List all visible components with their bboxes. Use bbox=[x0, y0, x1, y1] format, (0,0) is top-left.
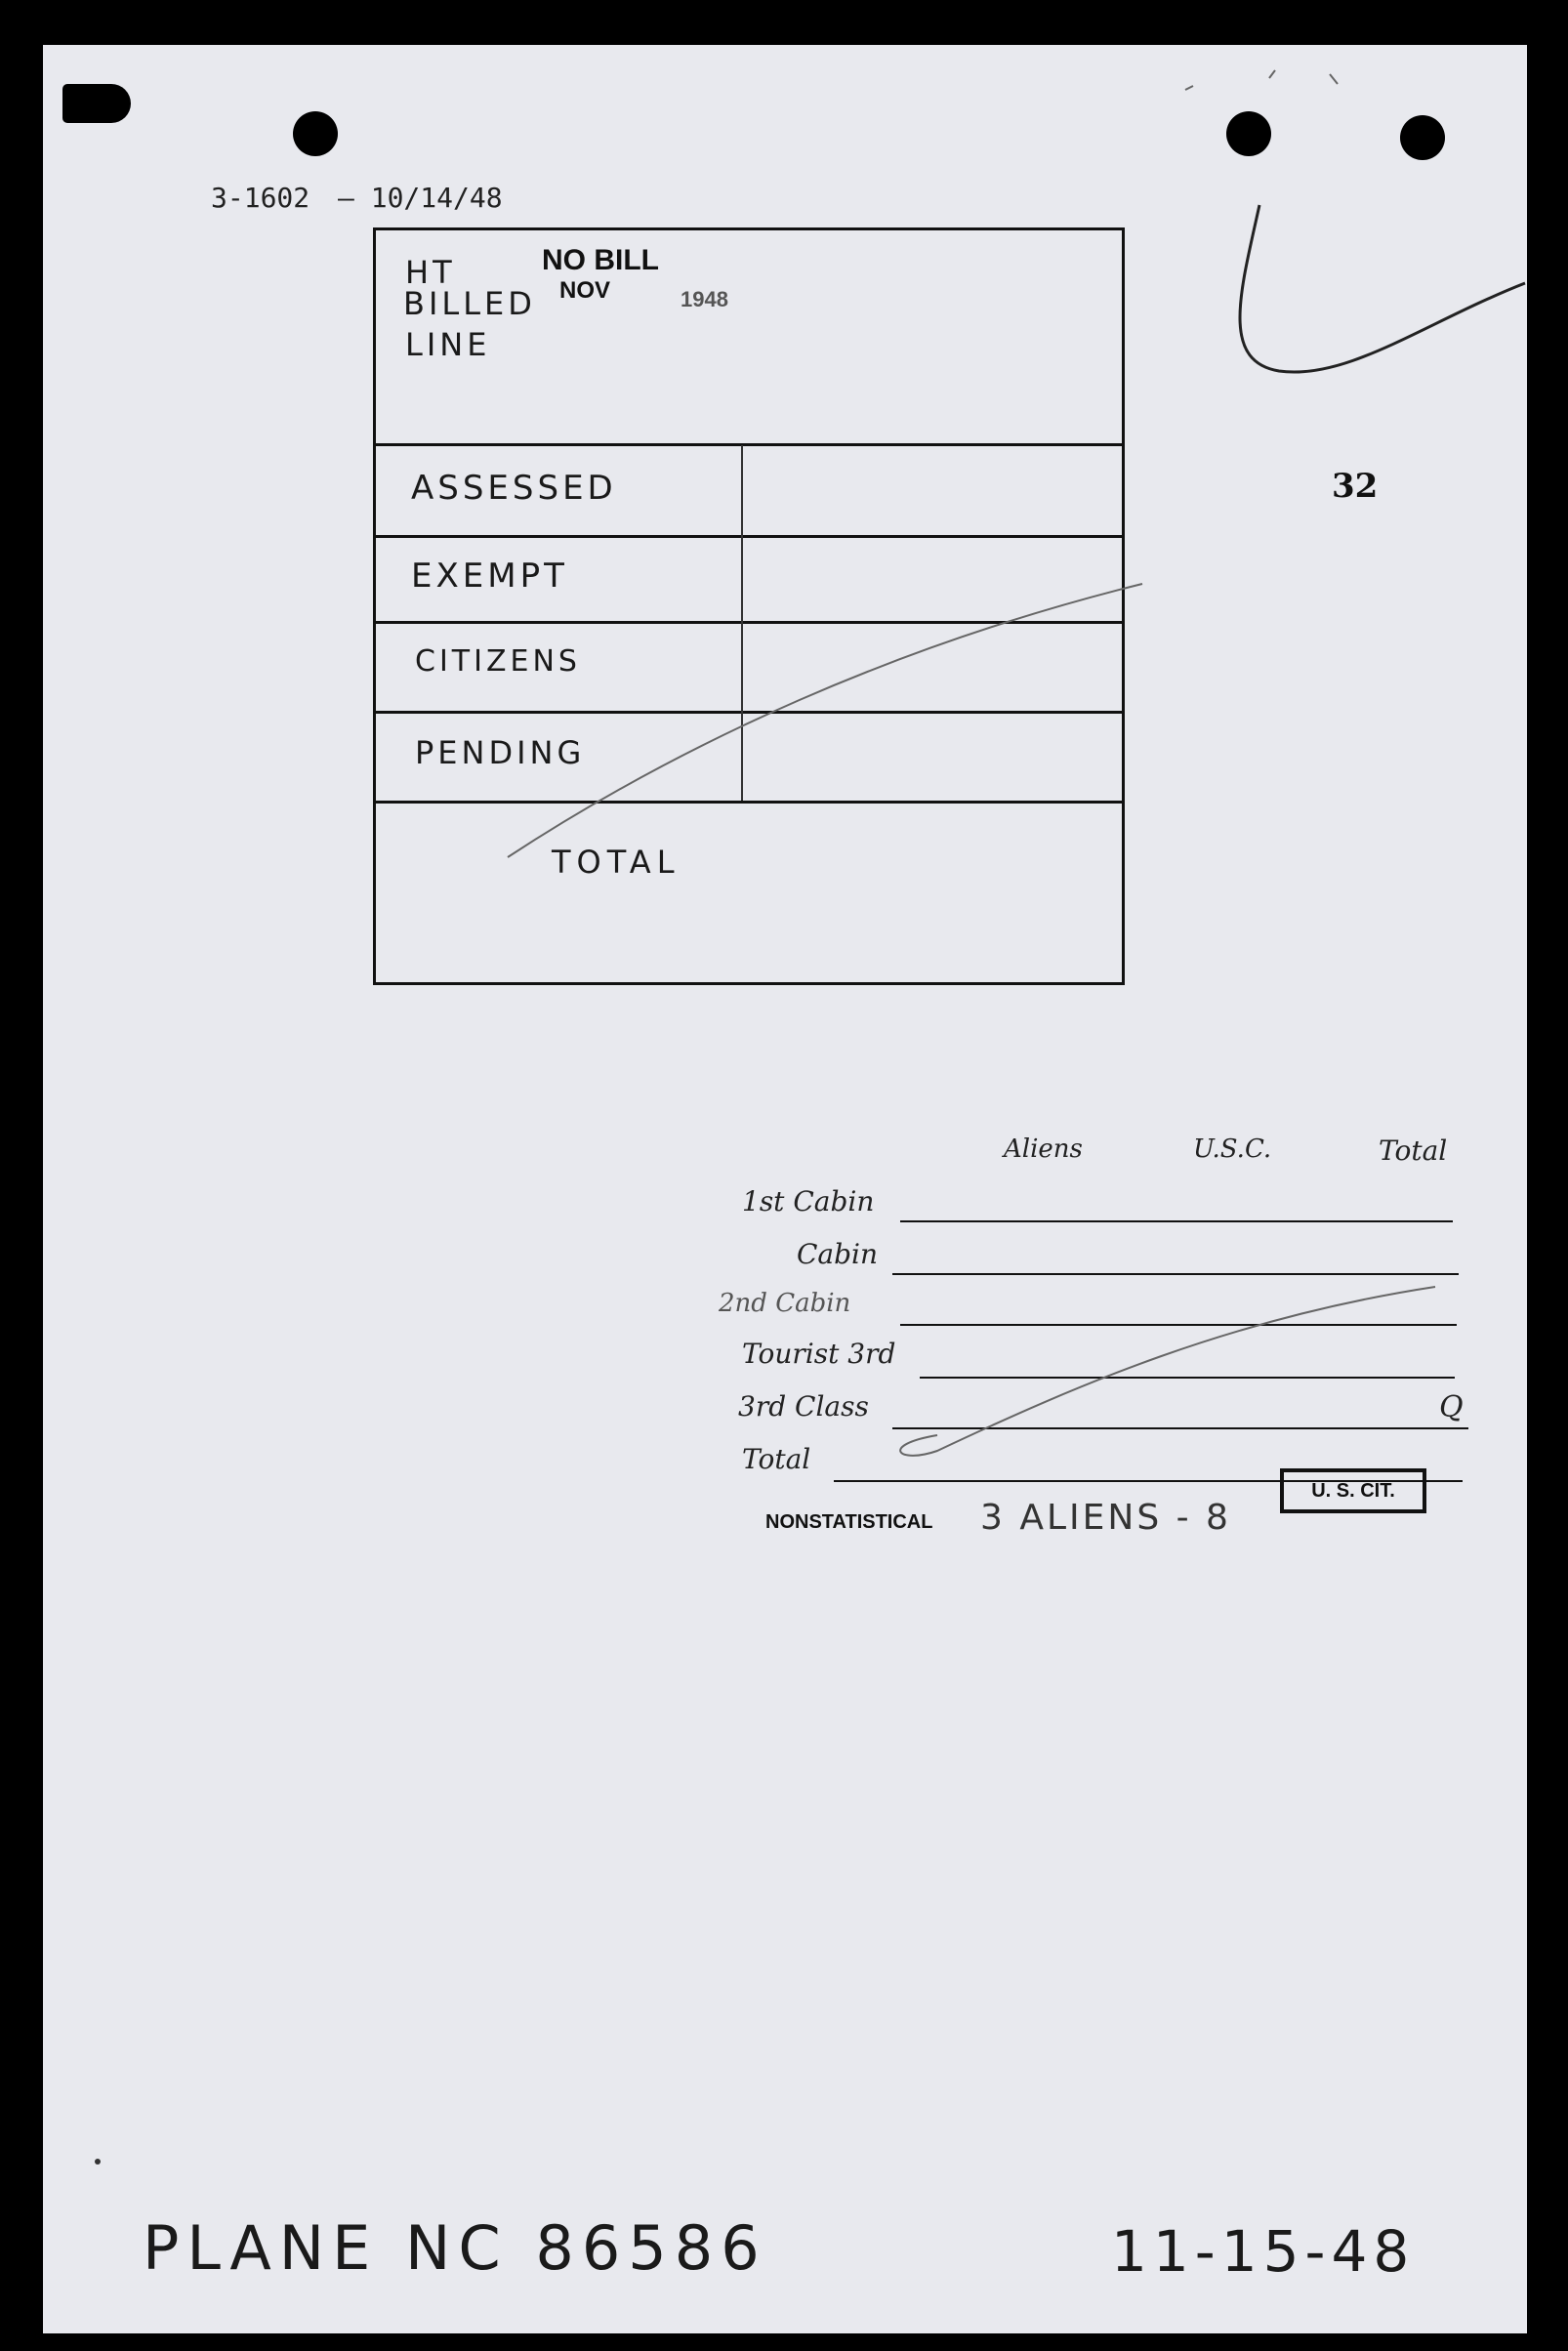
no-bill-stamp: NO BILL bbox=[542, 244, 659, 276]
form-line-billed: BILLED bbox=[403, 285, 536, 322]
row-label-exempt: EXEMPT bbox=[411, 557, 568, 596]
stamp-year: 1948 bbox=[681, 287, 728, 311]
row-cabin: Cabin bbox=[797, 1238, 879, 1270]
row-label-assessed: ASSESSED bbox=[411, 469, 617, 508]
row-label-pending: PENDING bbox=[415, 734, 586, 771]
row-2nd-cabin: 2nd Cabin bbox=[719, 1289, 851, 1318]
nonstatistical-handwritten: 3 ALIENS - 8 bbox=[980, 1498, 1231, 1538]
row-total: Total bbox=[742, 1443, 811, 1475]
column-header-usc: U.S.C. bbox=[1193, 1134, 1272, 1164]
nonstatistical-stamp: NONSTATISTICAL bbox=[765, 1511, 933, 1533]
row-label-citizens: CITIZENS bbox=[415, 644, 581, 679]
row-1st-cabin: 1st Cabin bbox=[742, 1185, 875, 1217]
us-cit-stamp: U. S. CIT. bbox=[1280, 1468, 1426, 1513]
ghost-mark bbox=[1185, 70, 1338, 90]
ref-number: 3-1602 bbox=[211, 182, 310, 214]
diagonal-slash-box bbox=[508, 584, 1142, 857]
diagonal-slash-table bbox=[900, 1287, 1435, 1456]
third-class-mark: Q bbox=[1439, 1390, 1464, 1424]
row-label-total: TOTAL bbox=[552, 844, 681, 881]
footer-date: 11-15-48 bbox=[1111, 2218, 1416, 2285]
column-header-total: Total bbox=[1379, 1134, 1448, 1167]
typed-date: — 10/14/48 bbox=[338, 182, 503, 214]
row-3rd-class: 3rd Class bbox=[738, 1390, 869, 1423]
check-stroke bbox=[1240, 205, 1525, 372]
stray-dot bbox=[95, 2159, 101, 2165]
column-header-aliens: Aliens bbox=[1004, 1134, 1083, 1164]
plane-number: PLANE NC 86586 bbox=[143, 2212, 767, 2284]
form-line-ht: HT bbox=[405, 254, 456, 291]
row-tourist-3rd: Tourist 3rd bbox=[742, 1338, 896, 1370]
page-number: 32 bbox=[1332, 467, 1379, 506]
form-line-line: LINE bbox=[405, 326, 491, 363]
stamp-month: NOV bbox=[559, 277, 611, 304]
